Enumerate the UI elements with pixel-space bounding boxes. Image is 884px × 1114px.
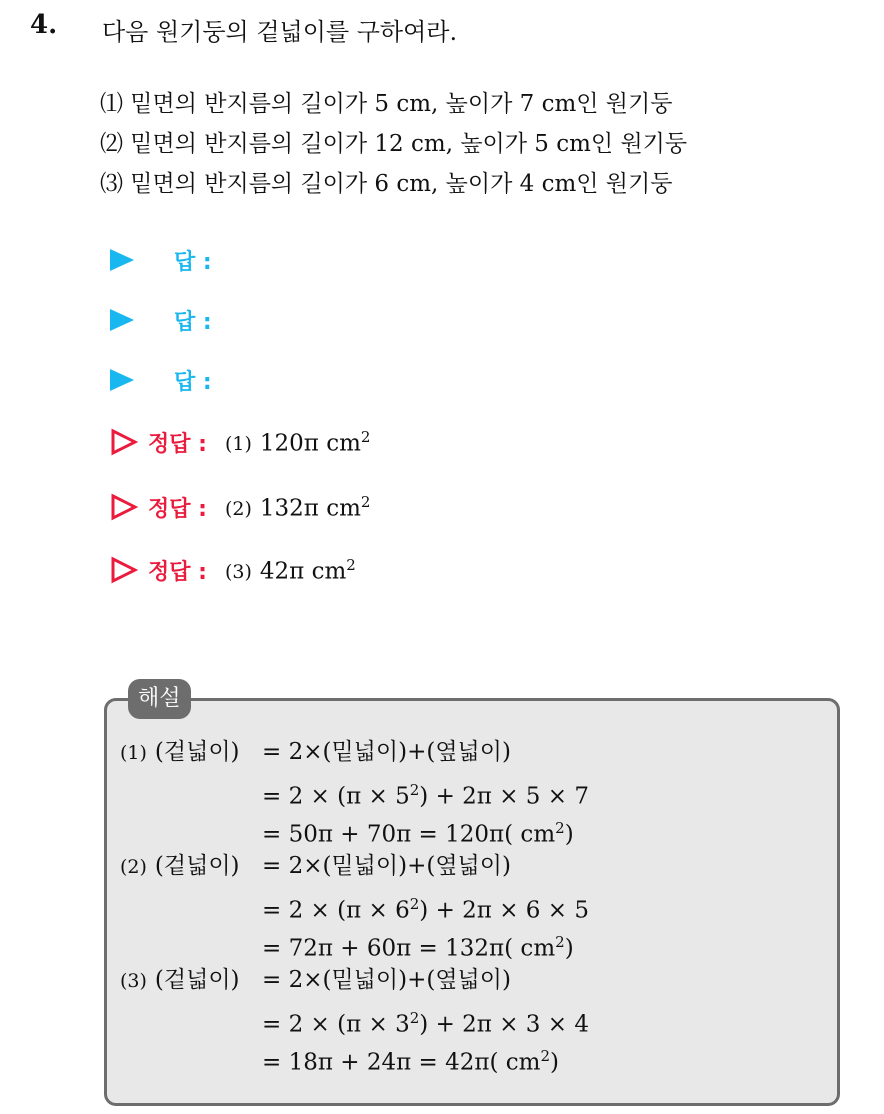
answer-exponent: 2 (360, 427, 371, 446)
equation-text: = 2 × (π × 5 (262, 783, 410, 810)
problem-question: 다음 원기둥의 겉넓이를 구하여라. (102, 18, 458, 46)
solution-part-2-line-1: = 2×(밑넓이)+(옆넓이) (262, 853, 511, 879)
equation-text: ) + 2π × 3 × 4 (419, 1011, 589, 1038)
solution-part-3-line-3 (262, 1038, 559, 1081)
correct-answer-value (225, 428, 371, 457)
correct-answer-label: 정답 : (148, 431, 207, 457)
correct-answer-row-1 (110, 422, 370, 462)
answer-exponent: 2 (360, 492, 371, 511)
triangle-outline-right-icon (110, 428, 138, 456)
solution-part-1-line-2 (262, 772, 589, 815)
correct-answer-value (225, 493, 371, 522)
solution-part-2-line-3 (262, 924, 574, 967)
answer-blank-label: 답 : (174, 309, 212, 335)
equation-text: ) (564, 821, 574, 848)
sub-question-3: ⑶ 밑면의 반지름의 길이가 6 cm, 높이가 4 cm인 원기둥 (100, 171, 673, 197)
equation-text: ) + 2π × 6 × 5 (419, 897, 589, 924)
solution-part-1-line-3 (262, 810, 574, 853)
triangle-filled-right-icon (110, 369, 134, 391)
equation-exponent: 2 (409, 1009, 420, 1027)
equation-text: ) (550, 1049, 560, 1076)
equation-text: = 18π + 24π = 42π( cm (262, 1049, 541, 1076)
answer-exponent: 2 (346, 555, 356, 574)
equation-text: ) + 2π × 5 × 7 (419, 783, 589, 810)
answer-expression: 120π cm (259, 430, 361, 457)
answer-expression: 42π cm (259, 558, 347, 585)
correct-answer-label: 정답 : (148, 496, 207, 522)
equation-text: ) (564, 935, 574, 962)
problem-number: 4. (30, 10, 58, 40)
answer-blank-row-1 (110, 240, 212, 280)
answer-blank-row-2 (110, 300, 212, 340)
equation-text: = 2 × (π × 3 (262, 1011, 410, 1038)
solution-lhs: (겉넓이) (154, 967, 240, 993)
solution-lhs: (겉넓이) (154, 853, 240, 879)
sub-question-2: ⑵ 밑면의 반지름의 길이가 12 cm, 높이가 5 cm인 원기둥 (100, 131, 688, 157)
triangle-outline-right-icon (110, 556, 138, 584)
solution-part-tag: (3) (120, 970, 147, 992)
equation-text: = 2 × (π × 6 (262, 897, 410, 924)
equation-exponent: 2 (555, 933, 565, 951)
solution-part-1-line-1: = 2×(밑넓이)+(옆넓이) (262, 739, 511, 765)
equation-exponent: 2 (409, 895, 420, 913)
equation-text: = 72π + 60π = 132π( cm (262, 935, 556, 962)
solution-part-2-line-2 (262, 886, 589, 929)
equation-exponent: 2 (409, 781, 420, 799)
solution-part-1-lhs (120, 734, 240, 771)
answer-expression: 132π cm (259, 495, 361, 522)
equation-exponent: 2 (555, 819, 565, 837)
answer-tag: (2) (224, 498, 252, 521)
solution-lhs: (겉넓이) (154, 739, 240, 765)
solution-title-tab: 해설 (128, 679, 191, 719)
answer-blank-row-3 (110, 360, 212, 400)
correct-answer-row-2 (110, 487, 370, 527)
solution-part-tag: (1) (120, 742, 147, 764)
solution-part-3-line-1: = 2×(밑넓이)+(옆넓이) (262, 967, 511, 993)
answer-tag: (3) (224, 561, 252, 584)
correct-answer-row-3 (110, 550, 356, 590)
sub-question-1: ⑴ 밑면의 반지름의 길이가 5 cm, 높이가 7 cm인 원기둥 (100, 91, 673, 117)
solution-part-2-lhs (120, 848, 240, 885)
correct-answer-label: 정답 : (148, 559, 207, 585)
equation-exponent: 2 (540, 1047, 551, 1065)
solution-part-3-line-2 (262, 1000, 589, 1043)
equation-text: = 50π + 70π = 120π( cm (262, 821, 556, 848)
solution-part-3-lhs (120, 962, 240, 999)
triangle-filled-right-icon (110, 249, 134, 271)
triangle-filled-right-icon (110, 309, 134, 331)
sub-question-list (100, 84, 687, 204)
solution-part-tag: (2) (120, 856, 147, 878)
answer-blank-label: 답 : (174, 249, 212, 275)
answer-blank-label: 답 : (174, 369, 212, 395)
correct-answer-value (225, 556, 356, 585)
answer-tag: (1) (224, 433, 252, 456)
triangle-outline-right-icon (110, 493, 138, 521)
